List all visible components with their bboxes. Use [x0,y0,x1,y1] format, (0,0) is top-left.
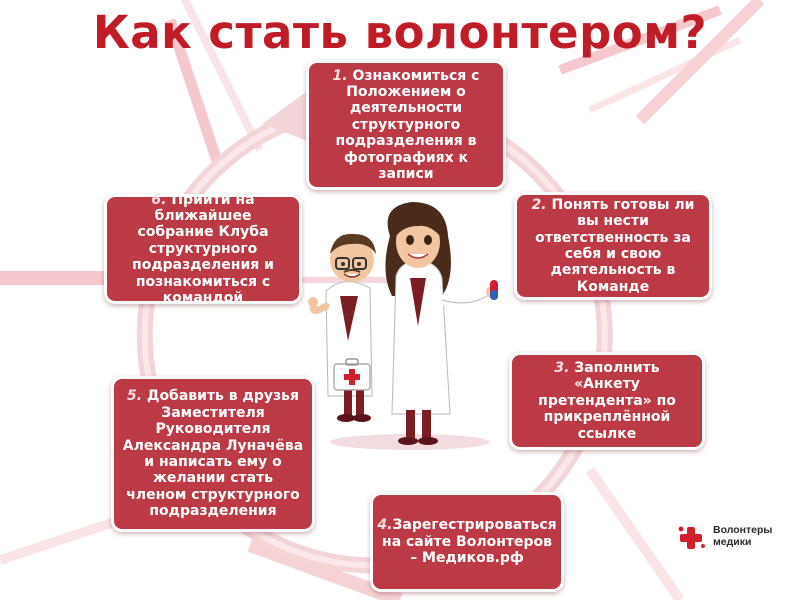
doctors-illustration [300,196,510,456]
step-number: 6. [151,191,167,208]
pill-icon [490,280,498,300]
step-card-3 [509,352,705,450]
step-number: 3. [554,359,570,376]
volunteers-medics-logo [676,522,786,552]
step-number: 5. [127,388,143,405]
male-doctor [308,234,376,422]
page-title: Как стать волонтером? [92,6,708,59]
step-card-4 [370,492,564,592]
step-text: Зарегестрироваться на сайте Волонтеров – Медиков.рф [382,517,557,567]
red-cross-logo-icon [676,524,708,550]
step-card-1 [306,60,506,190]
step-card-6 [104,191,302,307]
step-number: 2. [531,196,547,213]
step-card-2 [514,192,712,300]
logo-line-2: медики [713,536,752,548]
female-doctor [385,202,498,445]
step-text: Добавить в друзья Заместителя Руководителя Александра Луначёва и написать ему о желании стать членом структурного подразделения [122,388,304,520]
step-number: 1. [332,67,348,84]
step-text: Понять готовы ли вы нести ответственность за себя и свою деятельность в Команде [535,196,695,295]
step-card-5 [111,376,315,532]
step-text: Ознакомиться с Положением о деятельности структурного подразделения в фотографиях к записи [335,67,480,183]
first-aid-kit-icon [334,359,370,390]
logo-line-1: Волонтеры [713,524,773,536]
step-text: Заполнить «Анкету претендента» по прикреплённой ссылке [538,359,676,442]
step-number: 4. [377,517,393,534]
step-text: Прийти на ближайшее собрание Клуба структурного подразделения и познакомиться с командой [132,191,274,307]
